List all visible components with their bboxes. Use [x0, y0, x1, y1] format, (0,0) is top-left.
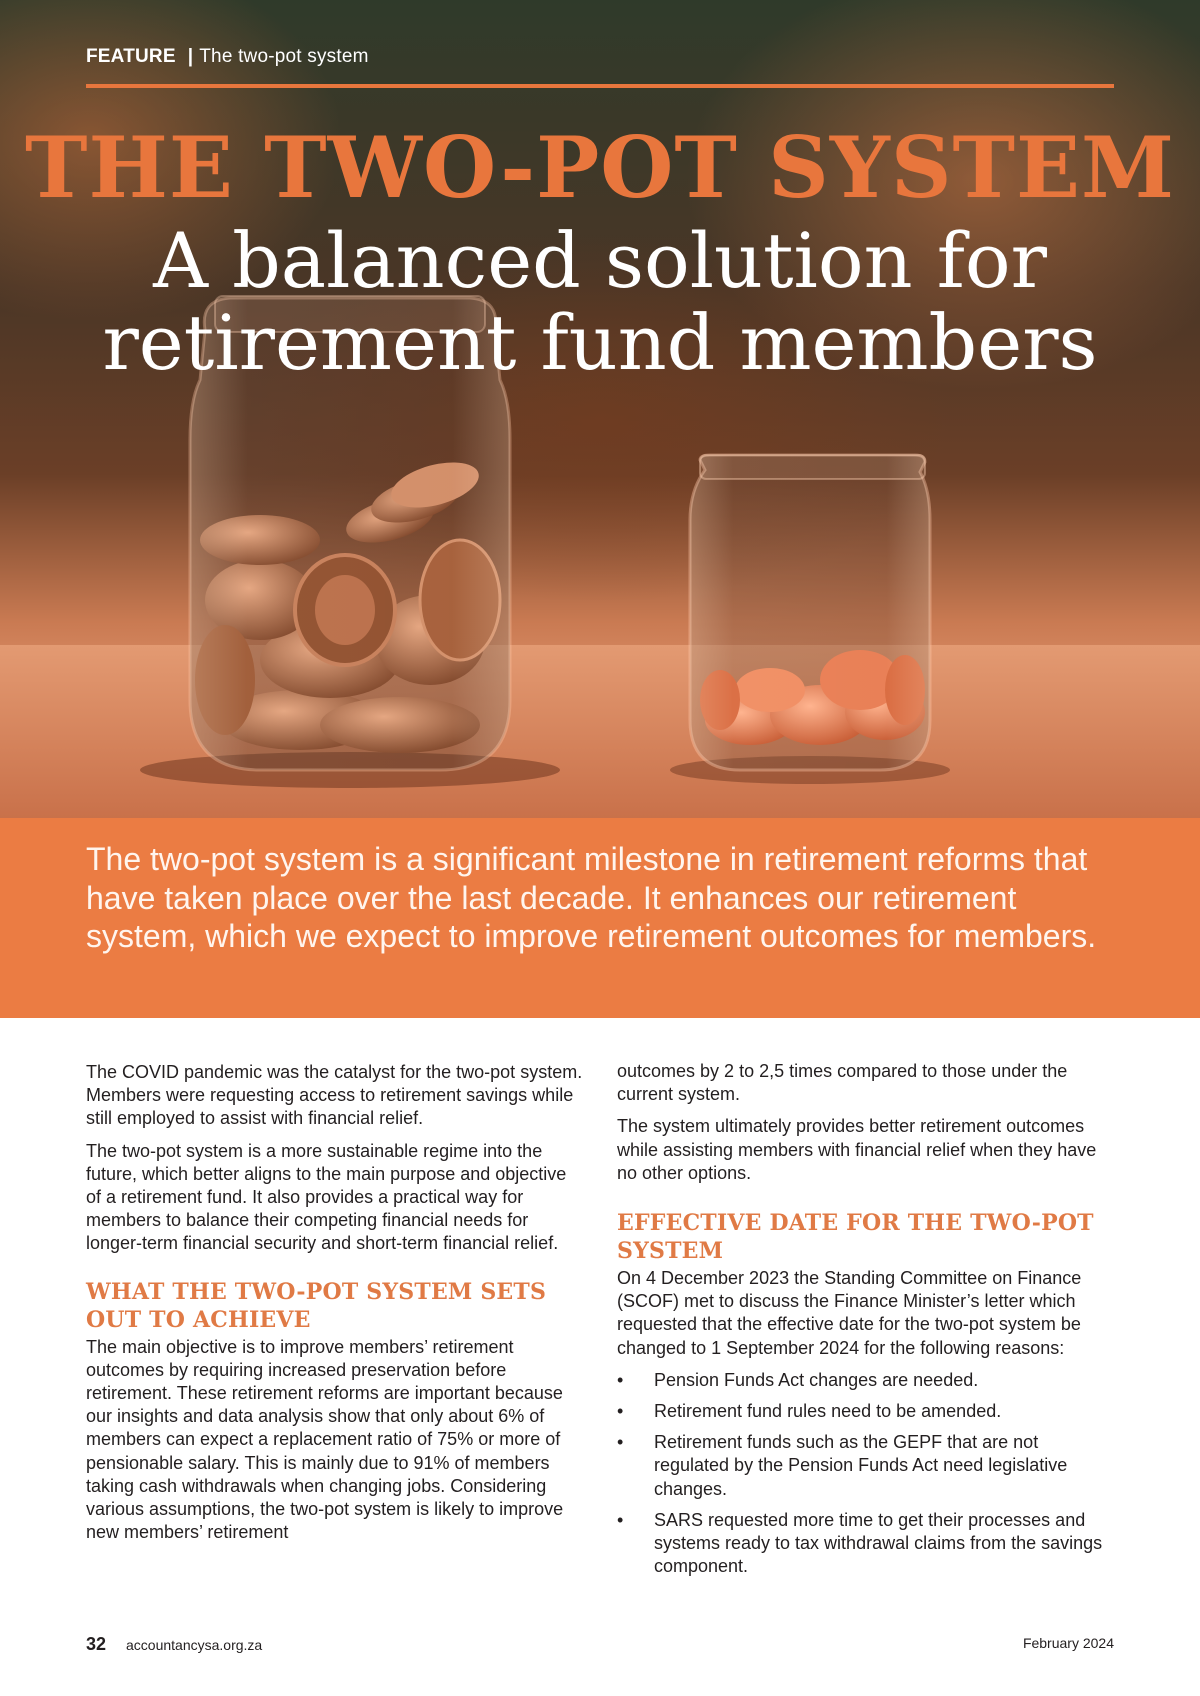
- list-item: [617, 1431, 1115, 1501]
- bullet-icon: •: [617, 1432, 624, 1453]
- section-heading: EFFECTIVE DATE FOR THE TWO-POT SYSTEM: [617, 1210, 1094, 1265]
- bullet-icon: •: [617, 1509, 624, 1530]
- paragraph: On 4 December 2023 the Standing Committee on Finance (SCOF) met to discuss the Finance Minister’s letter which requested that the effective date for the two-pot system be changed to 1 September 2024 for the following reasons:: [617, 1268, 1082, 1358]
- section-tag: [86, 46, 369, 68]
- section-label: FEATURE: [86, 46, 176, 67]
- paragraph: The two-pot system is a more sustainable regime into the future, which better aligns to the main purpose and objective of a retirement fund. It also provides a practical way for members to balance their competing financial needs for longer-term financial security and short-term financial relief.: [86, 1140, 567, 1254]
- bullet-icon: •: [617, 1401, 624, 1422]
- paragraph: The main objective is to improve members’ retirement outcomes by requiring increased preservation before retirement. These retirement reforms are important because our insights and data analysis show that only about 6% of members can expect a replacement ratio of 75% or more of pensionable salary. This is mainly due to 91% of members taking cash withdrawals when changing jobs. Considering various assumptions, the two-pot system is likely to improve new members’ retirement: [86, 1336, 564, 1543]
- paragraph: outcomes by 2 to 2,5 times compared to those under the current system.: [617, 1061, 1068, 1105]
- reasons-list: [617, 1369, 1115, 1579]
- page-title: THE TWO-POT SYSTEM: [25, 118, 1175, 217]
- bullet-icon: •: [617, 1369, 624, 1390]
- list-item-text: Retirement funds such as the GEPF that are not regulated by the Pension Funds Act need legislative changes.: [654, 1432, 1068, 1499]
- left-column: [86, 1061, 586, 1553]
- list-item: [617, 1369, 1115, 1392]
- section-separator: |: [187, 46, 194, 67]
- page-number: 32: [86, 1634, 107, 1654]
- list-item-text: SARS requested more time to get their processes and systems ready to tax withdrawal claims from the savings component.: [654, 1509, 1103, 1577]
- paragraph: The COVID pandemic was the catalyst for the two-pot system. Members were requesting access to retirement savings while still employed to assist with financial relief.: [86, 1062, 583, 1129]
- section-topic: The two-pot system: [199, 46, 369, 67]
- page-subtitle: [0, 216, 1200, 387]
- footer-date: February 2024: [1022, 1635, 1114, 1651]
- list-item-text: Pension Funds Act changes are needed.: [654, 1369, 979, 1390]
- list-item-text: Retirement fund rules need to be amended.: [654, 1401, 1002, 1422]
- subtitle-line-1: A balanced solution for: [153, 216, 1047, 305]
- hero-photo: [0, 0, 1200, 818]
- subtitle-line-2: retirement fund members: [102, 298, 1098, 387]
- intro-banner: [0, 818, 1200, 1018]
- footer-website: accountancysa.org.za: [126, 1637, 263, 1653]
- right-column: [617, 1060, 1115, 1586]
- paragraph: The system ultimately provides better retirement outcomes while assisting members with financial relief when they have no other options.: [617, 1116, 1097, 1183]
- header-rule: [86, 84, 1114, 88]
- list-item: [617, 1509, 1115, 1579]
- small-jar-icon: [690, 455, 930, 770]
- list-item: [617, 1400, 1115, 1423]
- intro-text: The two-pot system is a significant milestone in retirement reforms that have taken place over the last decade. It enhances our retirement system, which we expect to improve retirement outcomes for members.: [86, 841, 1097, 954]
- section-heading: WHAT THE TWO-POT SYSTEM SETS OUT TO ACHIEVE: [86, 1278, 547, 1333]
